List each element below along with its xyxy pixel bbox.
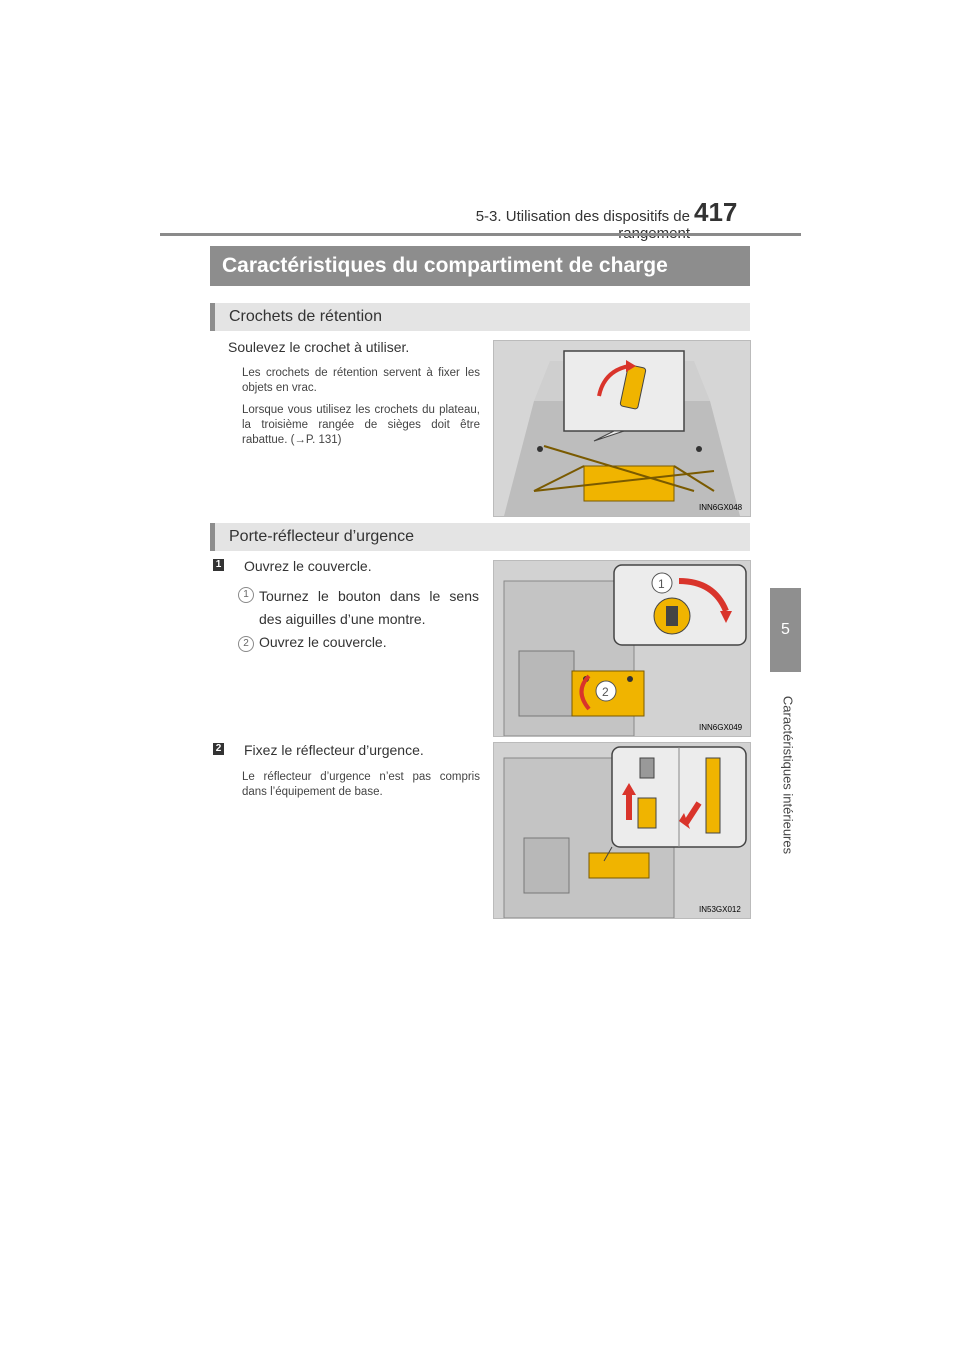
chapter-label-text: Caractéristiques intérieures (780, 695, 796, 855)
section1-note1: Les crochets de rétention servent à fixer les objets en vrac. (242, 367, 480, 394)
substep2-text: Ouvrez le couvercle. (259, 634, 387, 650)
section2-title: Porte-réflecteur d’urgence (210, 523, 750, 551)
substep1-text: Tournez le bouton dans le sens des aiguilles d’une montre. (259, 588, 479, 627)
step1-text: Ouvrez le couvercle. (244, 558, 372, 574)
reflector-cover-drawing (494, 561, 750, 736)
step2-badge: 2 (213, 743, 224, 755)
image-code-2: INN6GX049 (699, 723, 743, 732)
main-title: Caractéristiques du compartiment de charge (210, 246, 750, 286)
substep2-number: 2 (238, 636, 254, 652)
section1-title: Crochets de rétention (210, 303, 750, 331)
callout-1: 1 (658, 577, 665, 591)
section1-intro: Soulevez le crochet à utiliser. (228, 339, 410, 355)
substep1-number: 1 (238, 587, 254, 603)
step2-note: Le réflecteur d’urgence n’est pas compris dans l’équipement de base. (242, 771, 480, 798)
header-rule (160, 233, 801, 236)
running-header: 5-3. Utilisation des dispositifs de (475, 208, 690, 225)
image-code-3: IN53GX012 (699, 905, 741, 914)
reflector-cover-illustration (493, 560, 751, 737)
image-code-1: INN6GX048 (699, 503, 743, 512)
cargo-hooks-illustration (493, 340, 751, 517)
reflector-holder-drawing (494, 743, 750, 918)
callout-2: 2 (602, 685, 609, 699)
cargo-hooks-drawing (494, 341, 750, 516)
step1-badge: 1 (213, 559, 224, 571)
chapter-label (748, 680, 828, 870)
section1-note2: Lorsque vous utilisez les crochets du plateau, la troisième rangée de sièges doit être rabattue. (→P. 131) (242, 404, 480, 446)
step2-text: Fixez le réflecteur d’urgence. (244, 742, 424, 758)
reflector-holder-illustration (493, 742, 751, 919)
chapter-tab: 5 (770, 588, 801, 672)
page-number: 417 (694, 197, 738, 227)
